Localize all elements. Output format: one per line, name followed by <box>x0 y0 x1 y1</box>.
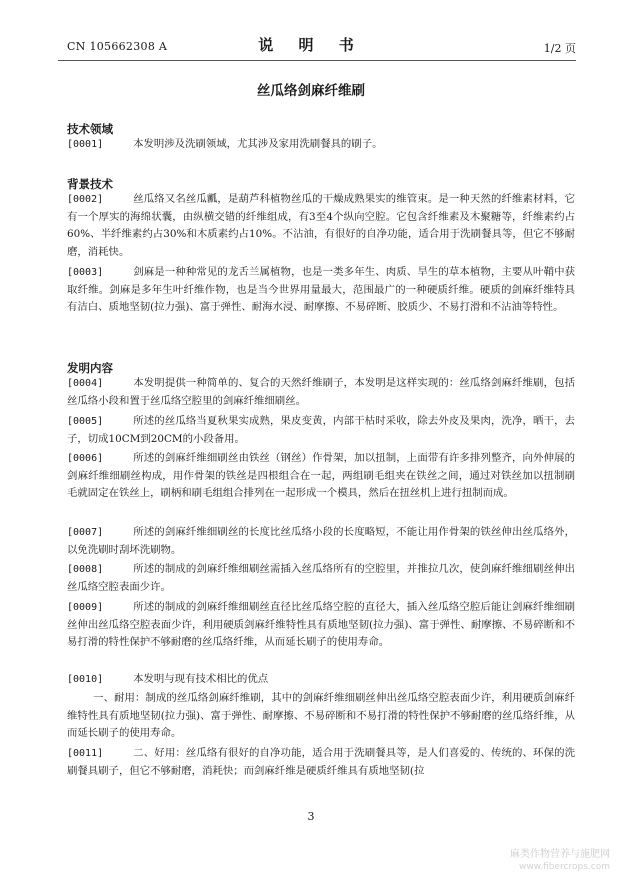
document-title: 丝瓜络剑麻纤维刷 <box>257 83 365 99</box>
paragraph-text: 丝瓜络又名丝瓜瓤，是葫芦科植物丝瓜的干燥成熟果实的维管束。是一种天然的纤维素材料，它有一个厚实的海绵状囊，由纵横交错的纤维组成，有3至4个纵向空腔。它包含纤维素及木聚糖等，纤维素约占60%、半纤维素约占30%和木质素约占10%。不沾油，有很好的自净功能，适合用于洗刷餐具等，但它不够耐磨，消耗快。 <box>67 193 575 258</box>
paragraph-0005 <box>67 413 575 448</box>
page-number: 3 <box>307 810 315 823</box>
watermark-text: 麻类作物营养与施肥网 <box>510 849 610 860</box>
section-heading-background: 背景技术 <box>67 177 113 191</box>
paragraph-0008 <box>67 561 575 596</box>
paragraph-text: 所述的剑麻纤维细刷丝的长度比丝瓜络小段的长度略短，不能让用作骨架的铁丝伸出丝瓜络外，以免洗刷时刮坏洗刷物。 <box>67 526 575 556</box>
paragraph-number: [0002] <box>67 194 104 205</box>
patent-number: CN 105662308 A <box>67 40 168 53</box>
paragraph-text: 所述的制成的剑麻纤维细刷丝需插入丝瓜络所有的空腔里，并推拉几次，使剑麻纤维细刷丝伸出丝瓜络空腔表面少许。 <box>67 563 575 593</box>
paragraph-number: [0005] <box>67 416 104 427</box>
paragraph-text: 二、好用：丝瓜络有很好的自净功能，适合用于洗刷餐具等，是人们喜爱的、传统的、环保的洗刷餐具刷子，但它不够耐磨，消耗快；而剑麻纤维是硬质纤维具有质地坚韧(拉 <box>67 747 575 777</box>
paragraph-0001 <box>67 136 575 154</box>
paragraph-number: [0010] <box>67 674 104 685</box>
paragraph-0009 <box>67 599 575 652</box>
paragraph-text: 所述的丝瓜络当夏秋果实成熟，果皮变黄，内部干枯时采收，除去外皮及果肉，洗净，晒干，去子，切成10CM到20CM的小段备用。 <box>67 415 575 445</box>
header-divider <box>58 60 576 61</box>
paragraph-text: 所述的制成的剑麻纤维细刷丝直径比丝瓜络空腔的直径大，插入丝瓜络空腔后能让剑麻纤维细刷丝伸出丝瓜络空腔表面少许，利用硬质剑麻纤维特性具有质地坚韧(拉力强)、富于弹性、耐摩擦、不易碎断和不易打滑的特性保护不够耐磨的丝瓜络纤维，从而延长刷子的使用寿命。 <box>67 601 575 649</box>
paragraph-number: [0007] <box>67 527 104 538</box>
paragraph-number: [0006] <box>67 453 104 464</box>
paragraph-number: [0004] <box>67 378 104 389</box>
paragraph-0002 <box>67 191 575 261</box>
paragraph-0004 <box>67 375 575 410</box>
paragraph-number: [0001] <box>67 139 104 150</box>
watermark-url: www.fibercrops.com <box>519 862 610 872</box>
paragraph-0010-item-1 <box>67 690 575 743</box>
paragraph-number: [0008] <box>67 564 104 575</box>
paragraph-text: 本发明与现有技术相比的优点 <box>133 673 269 685</box>
paragraph-text: 本发明提供一种简单的、复合的天然纤维刷子，本发明是这样实现的：丝瓜络剑麻纤维刷，包括丝瓜络小段和置于丝瓜络空腔里的剑麻纤维细刷丝。 <box>67 377 575 407</box>
paragraph-0003 <box>67 264 575 317</box>
paragraph-text: 所述的剑麻纤维细刷丝由铁丝（钢丝）作骨架，加以扭制，上面带有许多排列整齐，向外伸展的剑麻纤维细刷丝构成，用作骨架的铁丝是四根组合在一起，两组刷毛组夹在铁丝之间，通过对铁丝加以扭制刷毛就固定在铁丝上，刷柄和刷毛组组合排列在一起形成一个模具，然后在扭丝机上进行扭制而成。 <box>67 452 575 500</box>
paragraph-0006 <box>67 450 575 503</box>
watermark <box>510 849 610 873</box>
paragraph-number: [0003] <box>67 267 104 278</box>
paragraph-text: 剑麻是一种种常见的龙舌兰属植物，也是一类多年生、肉质、旱生的草本植物，主要从叶鞘中获取纤维。剑麻是多年生叶纤维作物，也是当今世界用量最大，范围最广的一种硬质纤维。硬质的剑麻纤维特具有洁白、质地坚韧(拉力强)、富于弹性、耐海水浸、耐摩擦、不易碎断、胶质少、不易打滑和不沾油等特性。 <box>67 266 575 314</box>
page-info: 1/2 页 <box>543 42 576 55</box>
document-type: 说 明 书 <box>258 36 364 54</box>
paragraph-text: 一、耐用：制成的丝瓜络剑麻纤维刷，其中的剑麻纤维细刷丝伸出丝瓜络空腔表面少许，利用硬质剑麻纤维特性具有质地坚韧(拉力强)、富于弹性、耐摩擦、不易碎断和不易打滑的特性保护不够耐磨的丝瓜络纤维，从而延长刷子的使用寿命。 <box>67 692 575 740</box>
paragraph-0011 <box>67 745 575 780</box>
section-heading-invention: 发明内容 <box>67 361 113 375</box>
paragraph-0007 <box>67 524 575 559</box>
section-heading-tech-field: 技术领域 <box>67 122 113 136</box>
paragraph-number: [0011] <box>67 748 104 759</box>
paragraph-0010 <box>67 671 575 689</box>
paragraph-text: 本发明涉及洗刷领域，尤其涉及家用洗刷餐具的刷子。 <box>133 138 383 150</box>
paragraph-number: [0009] <box>67 602 104 613</box>
